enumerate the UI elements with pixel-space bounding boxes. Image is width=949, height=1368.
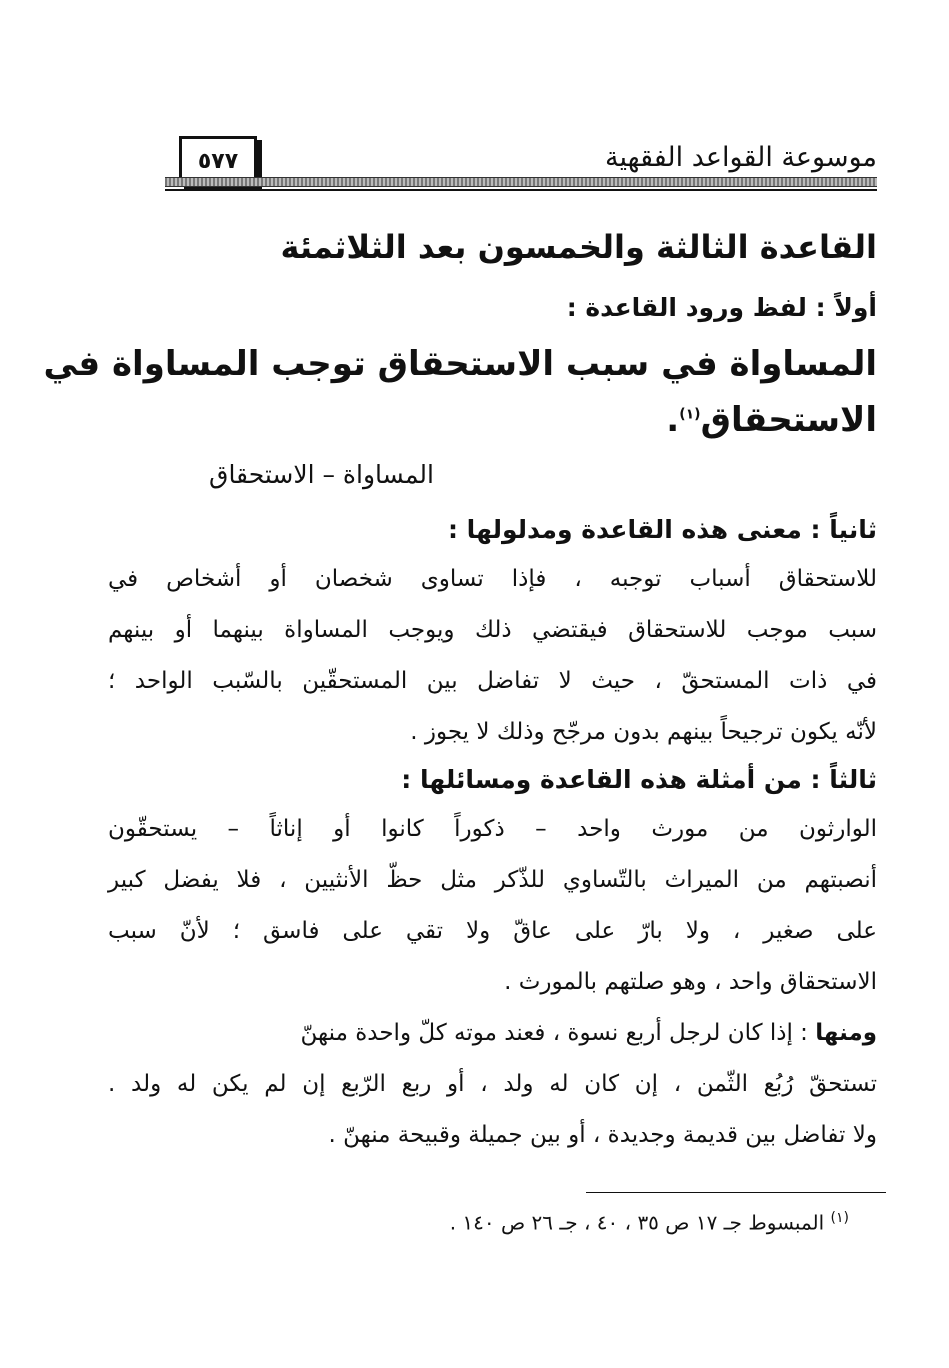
rule-text-end: الاستحقاق (700, 400, 877, 440)
book-title: موسوعة القواعد الفقهية (605, 142, 877, 173)
rule-text-line-1: المساواة في سبب الاستحقاق توجب المساواة في (43, 344, 877, 384)
section-2-line-4: لأنّه يكون ترجيحاً بينهم بدون مرجّح وذلك لا يجوز . (410, 719, 877, 745)
example-line-1-text: : إذا كان لرجل أربع نسوة ، فعند موته كلّ واحدة منهنّ (300, 1020, 808, 1046)
example-lead: ومنها (815, 1020, 877, 1046)
example-line-3: ولا تفاضل بين قديمة وجديدة ، أو بين جميلة وقبيحة منهنّ . (328, 1122, 877, 1148)
section-2-line-1: للاستحقاق أسباب توجبه ، فإذا تساوى شخصان أو أشخاص في (108, 566, 877, 592)
section-3-line-4: الاستحقاق واحد ، وهو صلتهم بالمورث . (504, 969, 877, 995)
example-line-1 (108, 1020, 877, 1046)
rule-heading: القاعدة الثالثة والخمسون بعد الثلاثمئة (280, 228, 877, 266)
footnote (450, 1210, 849, 1235)
section-3-line-3: على صغير ، ولا بارّ على عاقّ ولا تقي على فاسق ؛ لأنّ سبب (108, 918, 877, 944)
section-3-title: ثالثاً : من أمثلة هذه القاعدة ومسائلها : (401, 765, 877, 794)
section-1-title: أولاً : لفظ ورود القاعدة : (566, 293, 877, 322)
section-3-line-2: أنصبتهم من الميراث بالتّساوي للذّكر مثل حظّ الأنثيين ، فلا يفضل كبير (108, 867, 877, 893)
footnote-text: المبسوط جـ ١٧ ص ٣٥ ، ٤٠ ، جـ ٢٦ ص ١٤٠ . (449, 1210, 825, 1235)
section-3-line-1: الوارثون من مورث واحد – ذكوراً كانوا أو إناثاً – يستحقّون (108, 816, 877, 842)
rule-keywords: المساواة – الاستحقاق (209, 460, 434, 489)
header-rule-thin (165, 189, 877, 191)
header-rule (165, 177, 877, 187)
example-line-2: تستحقّ رُبُع الثّمن ، إن كان له ولد ، أو ربع الرّبع إن لم يكن له ولد . (108, 1071, 877, 1097)
section-2-line-3: في ذات المستحقّ ، حيث لا تفاضل بين المستحقّين بالسّبب الواحد ؛ (108, 668, 877, 694)
rule-text-line-2 (108, 400, 877, 440)
section-2-title: ثانياً : معنى هذه القاعدة ومدلولها : (447, 515, 877, 544)
footnote-ref: (١) (679, 406, 701, 423)
section-2-line-2: سبب موجب للاستحقاق فيقتضي ذلك ويوجب المساواة بينهما أو بينهم (108, 617, 877, 643)
page-header (165, 130, 877, 200)
rule-text-period: . (666, 400, 680, 440)
page-number: ٥٧٧ (197, 148, 239, 174)
footnote-rule (586, 1192, 886, 1193)
footnote-marker: (١) (830, 1210, 849, 1226)
